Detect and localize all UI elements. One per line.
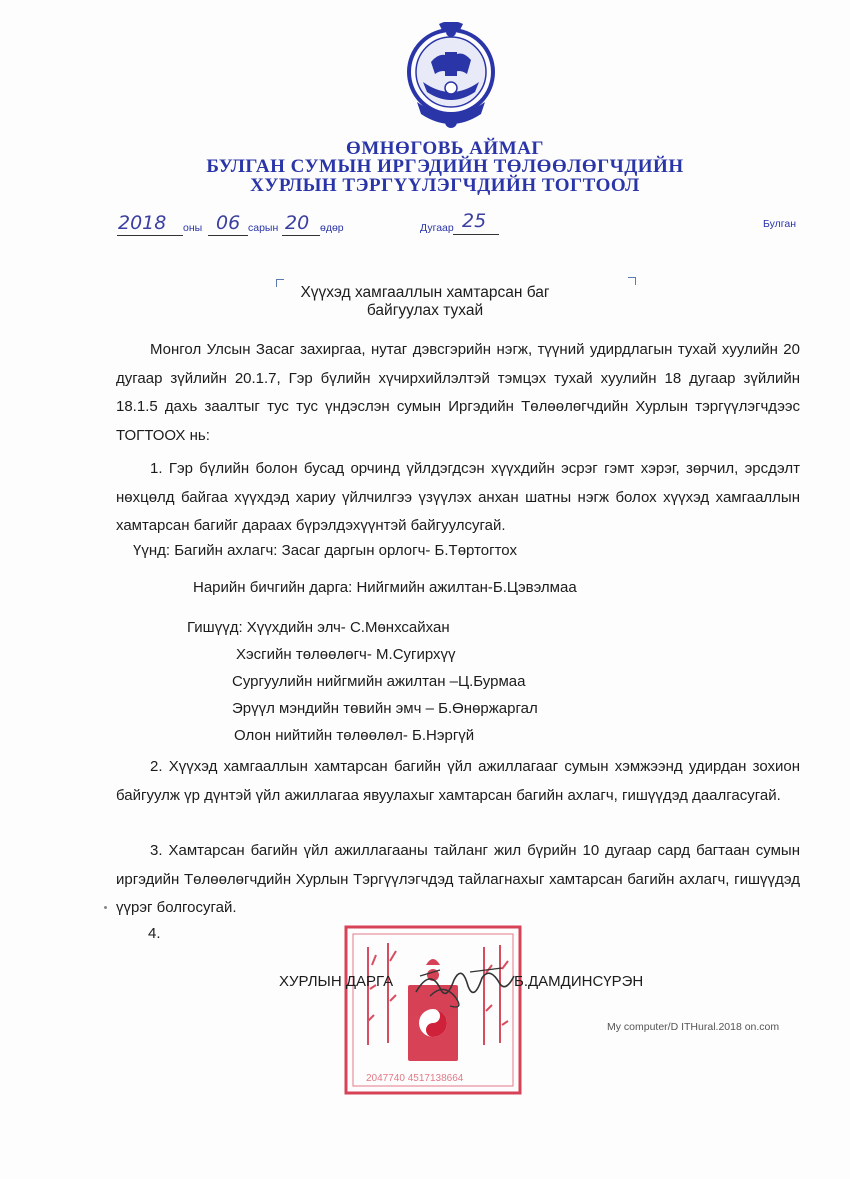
team-member: Олон нийтийн төлөөлөл- Б.Нэргүй <box>234 727 475 744</box>
item-3: 3. Хамтарсан багийн үйл ажиллагааны тайланг жил бүрийн 10 дугаар сард багтаан сумын иргэдийн Төлөөлөгчдийн Хурлын Тэргүүлэгчдэд тайлагнахыг хамтарсан багийн ахлагч, гишүүдэд үүрэг болгосугай. <box>116 842 800 916</box>
number-underline <box>453 234 499 235</box>
date-day-label: өдөр <box>320 222 344 234</box>
state-emblem <box>403 22 499 134</box>
team-leader: Үүнд: Багийн ахлагч: Засаг даргын орлогч- Б.Төртогтох <box>133 542 517 559</box>
signatory-role: ХУРЛЫН ДАРГА <box>279 973 394 990</box>
decree-number: 25 <box>462 210 487 232</box>
header-line-3: ХУРЛЫН ТЭРГҮҮЛЭГЧДИЙН ТОГТООЛ <box>250 175 640 196</box>
date-year: 2018 <box>118 212 167 234</box>
date-year-label: оны <box>183 222 203 234</box>
stamp-text: 2047740 4517138664 <box>366 1073 464 1084</box>
handwritten-signature <box>410 962 520 1014</box>
decree-title-line-2: байгуулах тухай <box>366 302 484 319</box>
month-underline <box>208 235 248 236</box>
date-day: 20 <box>285 212 310 234</box>
place-name: Булган <box>763 218 797 230</box>
team-member: Хэсгийн төлөөлөгч- М.Сугирхүү <box>236 646 456 663</box>
team-members-label: Гишүүд: Хүүхдийн элч- С.Мөнхсайхан <box>187 619 450 636</box>
item-2: 2. Хүүхэд хамгааллын хамтарсан багийн үйл ажиллагааг сумын хэмжээнд удирдан зохион байгуулж үр дүнтэй үйл ажиллагаа явуулахыг хамтарсан багийн ахлагч, гишүүдэд даалгасугай. <box>116 758 800 804</box>
header-line-1: ӨМНӨГОВЬ АЙМАГ <box>346 138 544 159</box>
scan-speck <box>104 906 107 909</box>
date-month-label: сарын <box>248 222 279 234</box>
team-member: Эрүүл мэндийн төвийн эмч – Б.Өнөржаргал <box>232 700 538 717</box>
header-line-2: БУЛГАН СУМЫН ИРГЭДИЙН ТӨЛӨӨЛӨГЧДИЙН <box>206 156 684 177</box>
preamble: Монгол Улсын Засаг захиргаа, нутаг дэвсгэрийн нэгж, түүний удирдлагын тухай хуулийн 20 дугаар зүйлийн 20.1.7, Гэр бүлийн хүчирхийлэлтэй тэмцэх тухай хуулийн 18 дугаар зүйлийн 18.1.5 дахь заалтыг тус тус үндэслэн сумын Иргэдийн Төлөөлөгчдийн Хурлын тэргүүлэгчдээс ТОГТООХ нь: <box>116 341 800 444</box>
decree-title-line-1: Хүүхэд хамгааллын хамтарсан баг <box>300 284 550 301</box>
signatory-name: Б.ДАМДИНСҮРЭН <box>514 973 644 990</box>
team-secretary: Нарийн бичгийн дарга: Нийгмийн ажилтан-Б.Цэвэлмаа <box>193 579 577 596</box>
day-underline <box>282 235 320 236</box>
footer-file-path: My computer/D ITHural.2018 on.com <box>607 1021 780 1033</box>
team-member: Сургуулийн нийгмийн ажилтан –Ц.Бурмаа <box>232 673 526 690</box>
date-line <box>0 212 850 242</box>
year-underline <box>117 235 183 236</box>
item-1: 1. Гэр бүлийн болон бусад орчинд үйлдэгдсэн хүүхдийн эсрэг гэмт хэрэг, зөрчил, эрсдэлт нөхцөлд байгаа хүүхдэд хариу үйлчилгээ үзүүлэх анхан шатны нэгж болох хүүхэд хамгааллын хамтарсан багийг дараах бүрэлдэхүүнтэй байгуулсугай. <box>116 460 800 534</box>
decree-number-label: Дугаар <box>420 222 454 234</box>
date-month: 06 <box>216 212 241 234</box>
item-4: 4. <box>148 925 161 942</box>
